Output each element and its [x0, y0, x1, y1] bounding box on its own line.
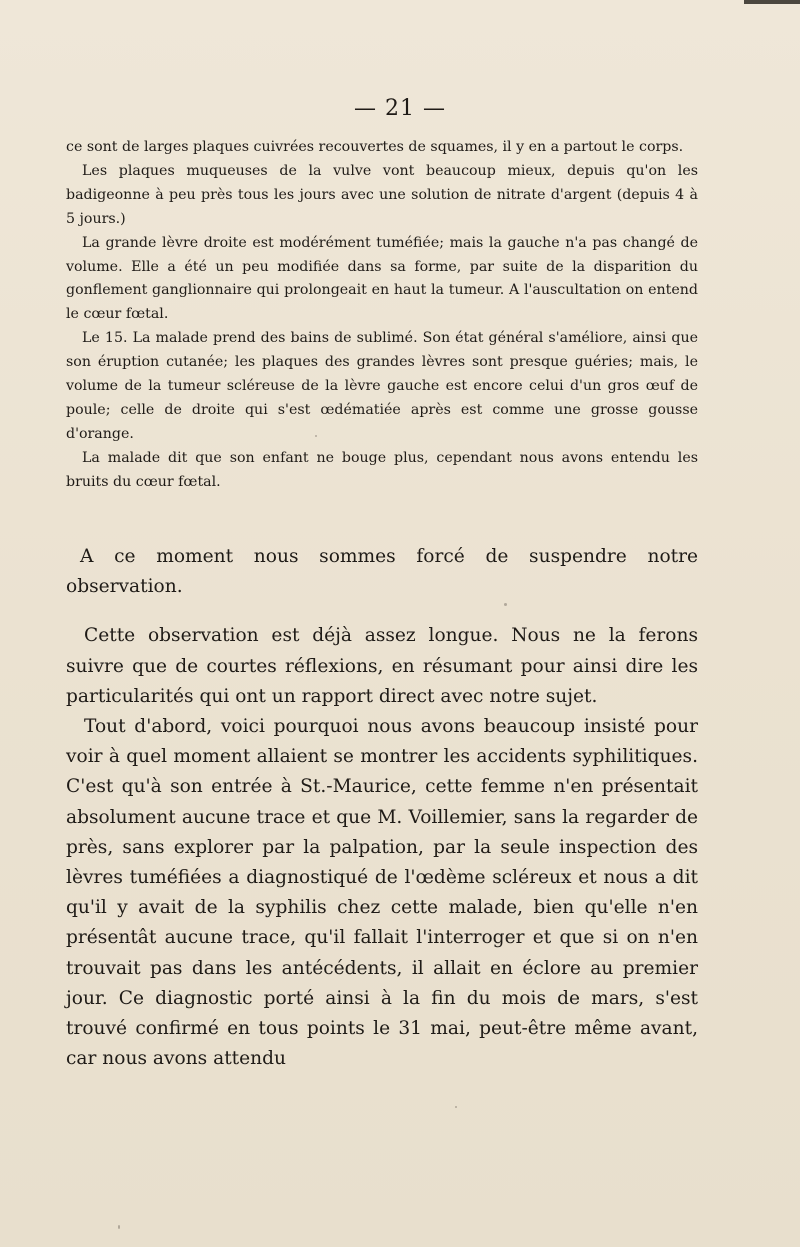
- paragraph: Cette observation est déjà assez longue. Nous ne la ferons suivre que de courtes réflexions, en résumant pour ainsi dire les particularités qui ont un rapport direct avec notre sujet.: [66, 625, 698, 707]
- main-text-section: [66, 542, 698, 1074]
- page-edge-mark: [744, 0, 800, 4]
- paragraph: Les plaques muqueuses de la vulve vont beaucoup mieux, depuis qu'on les badigeonne à peu près tous les jours avec une solution de nitrate d'argent (depuis 4 à 5 jours.): [66, 162, 698, 227]
- paper-speck: [504, 603, 507, 606]
- paragraph: Le 15. La malade prend des bains de sublimé. Son état général s'améliore, ainsi que son éruption cutanée; les plaques des grandes lèvres sont presque guéries; mais, le volume de la tumeur scléreuse de la lèvre gauche est encore celui d'un gros œuf de poule; celle de droite qui s'est œdématiée après est comme une grosse gousse d'orange.: [66, 330, 698, 442]
- paragraph: Tout d'abord, voici pourquoi nous avons beaucoup insisté pour voir à quel moment allaient se montrer les accidents syphilitiques. C'est qu'à son entrée à St.-Maurice, cette femme n'en présentait absolument aucune trace et que M. Voillemier, sans la regarder de près, sans explorer par la palpation, par la seule inspection des lèvres tuméfiées a diagnostiqué de l'œdème scléreux et nous a dit qu'il y avait de la syphilis chez cette malade, bien qu'elle n'en présentât aucune trace, qu'il fallait l'interroger et que si on n'en trouvait pas dans les antécédents, il allait en éclore au premier jour. Ce diagnostic porté ainsi à la fin du mois de mars, s'est trouvé confirmé en tous points le 31 mai, peut-être même avant, car nous avons attendu: [66, 716, 698, 1070]
- paper-speck: [315, 435, 317, 437]
- paragraph: La malade dit que son enfant ne bouge plus, cependant nous avons entendu les bruits du cœur fœtal.: [66, 449, 698, 490]
- paper-speck: [455, 1106, 457, 1108]
- paragraph: ce sont de larges plaques cuivrées recouvertes de squames, il y en a partout le corps.: [66, 139, 684, 155]
- paper-speck: [118, 1225, 120, 1229]
- small-print-section: [66, 136, 698, 495]
- paragraph: A ce moment nous sommes forcé de suspendre notre observation.: [66, 546, 698, 598]
- page-number: — 21 —: [354, 96, 446, 121]
- paragraph: La grande lèvre droite est modérément tuméfiée; mais la gauche n'a pas changé de volume. Elle a été un peu modifiée dans sa forme, par suite de la disparition du gonflement ganglionnaire qui prolongeait en haut la tumeur. A l'auscultation on entend le cœur fœtal.: [66, 234, 698, 323]
